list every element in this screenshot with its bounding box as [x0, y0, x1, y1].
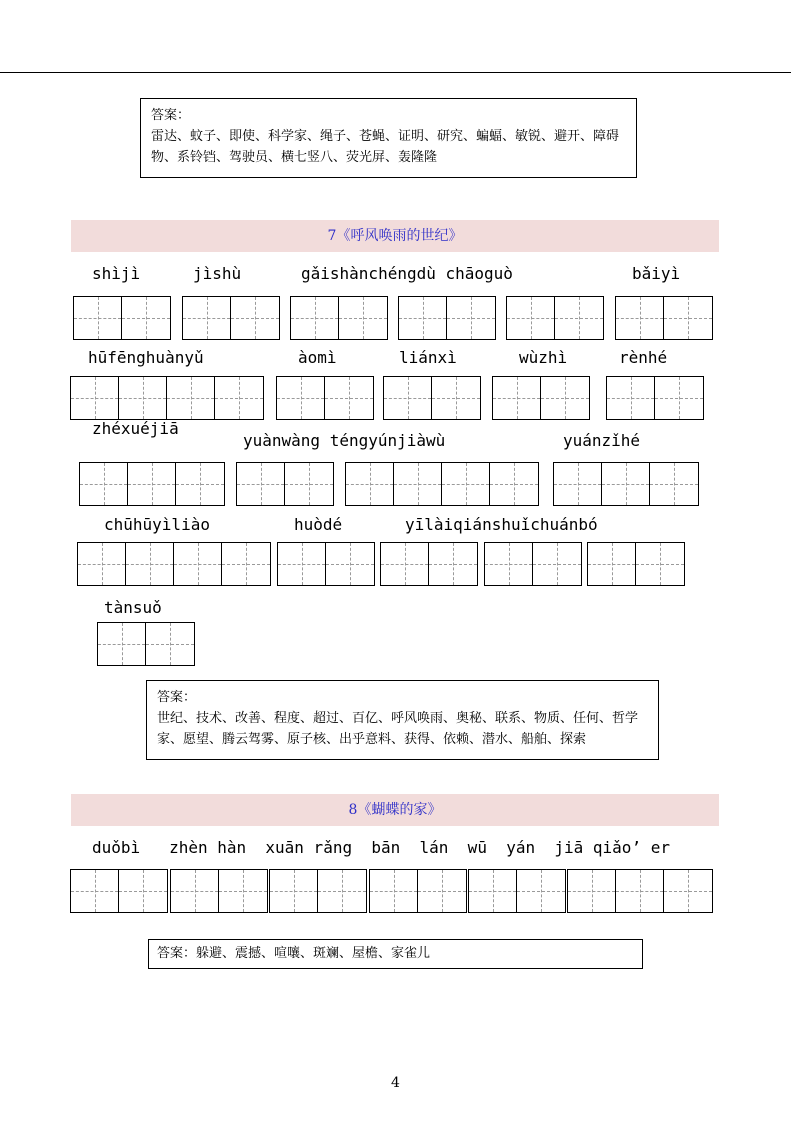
writing-grid[interactable] — [492, 376, 590, 420]
pinyin-label: zhéxuéjiā — [92, 419, 179, 438]
writing-grid[interactable] — [587, 542, 685, 586]
writing-grid[interactable] — [70, 869, 168, 913]
pinyin-label: gǎishànchéngdù chāoguò — [301, 264, 513, 283]
pinyin-label: wùzhì — [519, 348, 568, 367]
writing-grid[interactable] — [506, 296, 604, 340]
writing-grid[interactable] — [269, 869, 367, 913]
answer-label: 答案： — [151, 108, 191, 123]
writing-grid[interactable] — [345, 462, 539, 506]
writing-grid[interactable] — [77, 542, 271, 586]
pinyin-label: yīlàiqiánshuǐchuánbó — [405, 515, 598, 534]
writing-grid[interactable] — [398, 296, 496, 340]
pinyin-label: tànsuǒ — [104, 598, 162, 617]
pinyin-label: rènhé — [619, 348, 668, 367]
writing-grid[interactable] — [170, 869, 268, 913]
writing-grid[interactable] — [70, 376, 264, 420]
writing-grid[interactable] — [468, 869, 566, 913]
section-title: 7《呼风唤雨的世纪》 — [327, 228, 463, 244]
section-title-bar — [71, 794, 719, 826]
pinyin-label: liánxì — [399, 348, 457, 367]
pinyin-label: àomì — [298, 348, 337, 367]
answer-box — [148, 939, 643, 969]
answer-text: 躲避、震撼、喧嚷、斑斓、屋檐、家雀儿 — [196, 946, 431, 961]
page-number: 4 — [391, 1075, 400, 1091]
writing-grid[interactable] — [369, 869, 467, 913]
writing-grid[interactable] — [236, 462, 334, 506]
writing-grid[interactable] — [79, 462, 225, 506]
answer-box — [146, 680, 659, 760]
pinyin-label: shìjì — [92, 264, 141, 283]
writing-grid[interactable] — [276, 376, 374, 420]
writing-grid[interactable] — [606, 376, 704, 420]
pinyin-label: bǎiyì — [632, 264, 681, 283]
answer-text: 雷达、蚊子、即使、科学家、绳子、苍蝇、证明、研究、蝙蝠、敏锐、避开、障碍物、系铃铛、驾驶员、横七竖八、荧光屏、轰隆隆 — [151, 129, 620, 165]
pinyin-label: yuànwàng téngyúnjiàwù — [243, 431, 446, 450]
answer-box — [140, 98, 637, 178]
writing-grid[interactable] — [277, 542, 375, 586]
writing-grid[interactable] — [182, 296, 280, 340]
writing-grid[interactable] — [73, 296, 171, 340]
answer-text: 世纪、技术、改善、程度、超过、百亿、呼风唤雨、奥秘、联系、物质、任何、哲学家、愿望、腾云驾雾、原子核、出乎意料、获得、依赖、潜水、船舶、探索 — [157, 711, 639, 747]
header-rule — [0, 72, 791, 73]
section-title-bar — [71, 220, 719, 252]
writing-grid[interactable] — [553, 462, 699, 506]
answer-label: 答案： — [157, 690, 197, 705]
writing-grid[interactable] — [383, 376, 481, 420]
pinyin-label: yuánzǐhé — [563, 431, 641, 450]
pinyin-label: jìshù — [193, 264, 242, 283]
pinyin-label: hūfēnghuànyǔ — [88, 348, 204, 367]
writing-grid[interactable] — [615, 296, 713, 340]
writing-grid[interactable] — [290, 296, 388, 340]
writing-grid[interactable] — [567, 869, 713, 913]
section-title: 8《蝴蝶的家》 — [348, 802, 442, 818]
pinyin-label: huòdé — [294, 515, 343, 534]
answer-label: 答案： — [157, 946, 197, 961]
writing-grid[interactable] — [380, 542, 478, 586]
pinyin-line: duǒbì zhèn hàn xuān rǎng bān lán wū yán jiā qiǎo’ er — [92, 838, 670, 857]
writing-grid[interactable] — [97, 622, 195, 666]
writing-grid[interactable] — [484, 542, 582, 586]
pinyin-label: chūhūyìliào — [104, 515, 210, 534]
